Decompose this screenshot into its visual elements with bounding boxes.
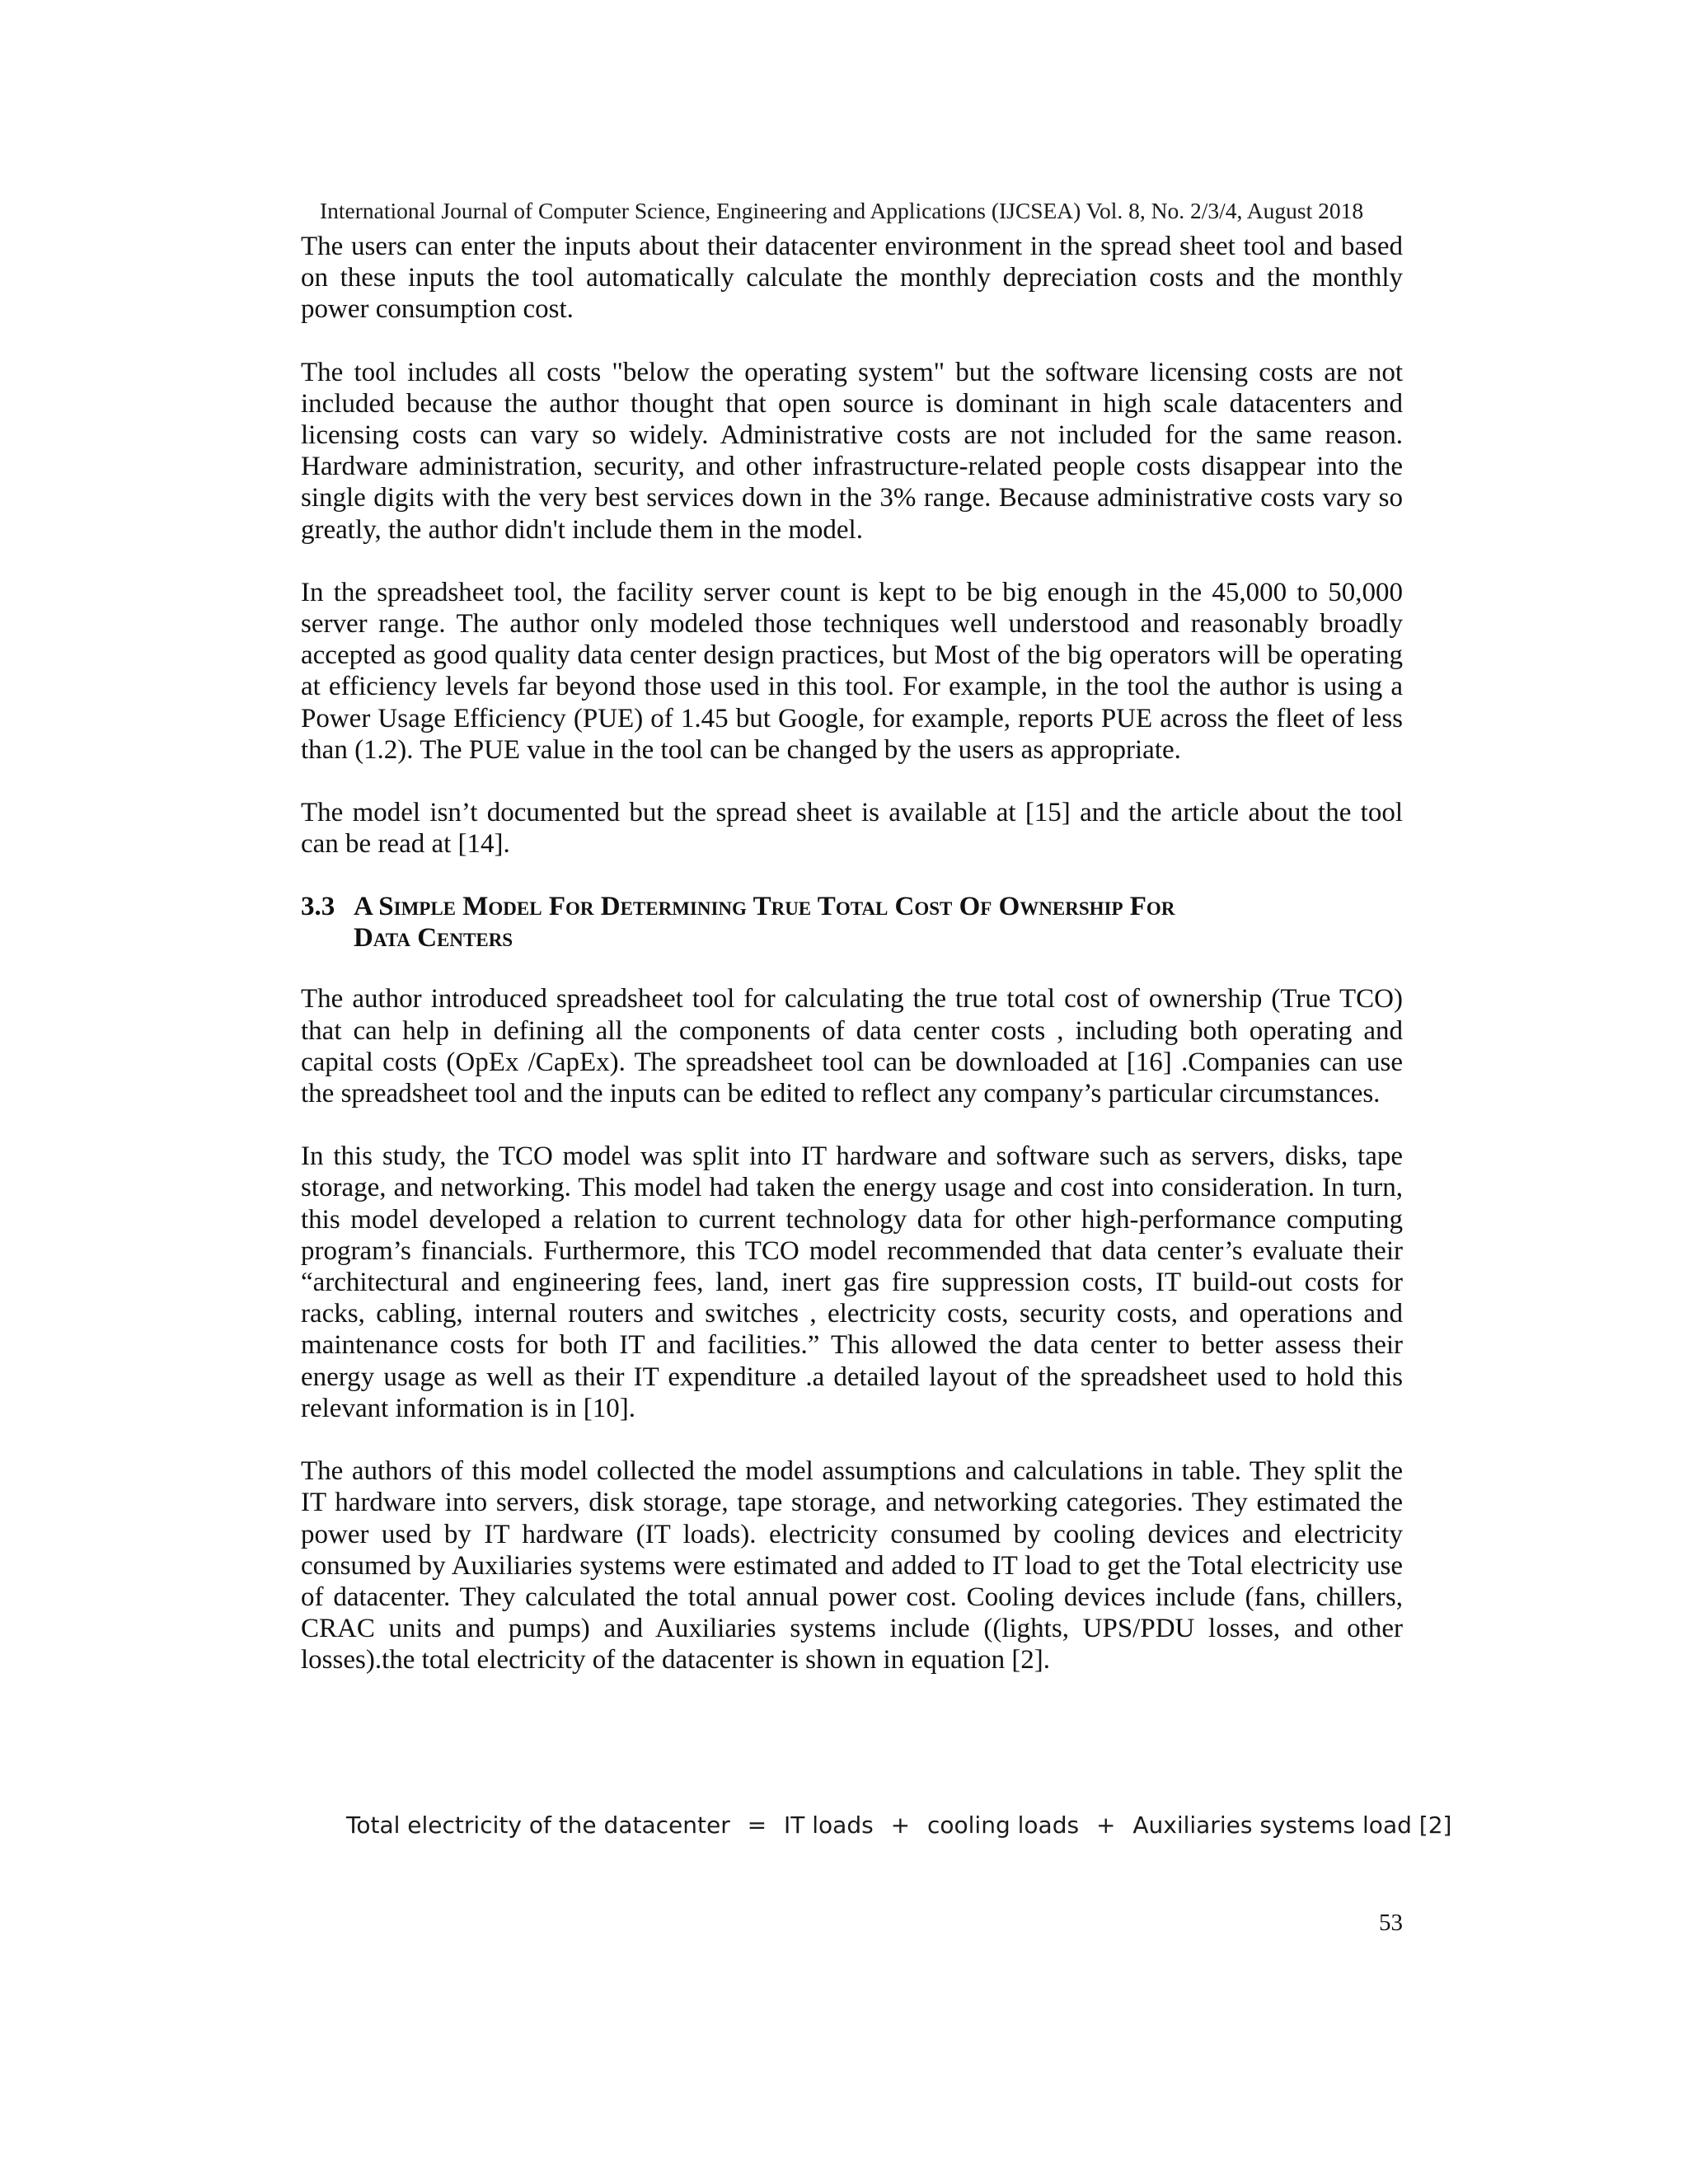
equation-label: [2]: [1418, 1811, 1452, 1839]
section-title-line1: A Simple Model For Determining True Total Cost Of Ownership For: [354, 892, 1175, 922]
body-column: [301, 231, 1403, 1708]
paragraph-model-assumptions: The authors of this model collected the model assumptions and calculations in table. They split the IT hardware into servers, disk storage, tape storage, and networking categories. They estimated the power used by IT hardware (IT loads). electricity consumed by cooling devices and electricity consumed by Auxiliaries systems were estimated and added to IT load to get the Total electricity use of datacenter. They calculated the total annual power cost. Cooling devices include (fans, chillers, CRAC units and pumps) and Auxiliaries systems include ((lights, UPS/PDU losses, and other losses).the total electricity of the datacenter is shown in equation [2].: [301, 1456, 1403, 1675]
plus-sign: +: [1095, 1811, 1116, 1839]
paragraph-model-availability: The model isn’t documented but the spread sheet is available at [15] and the article about the tool can be read at [14].: [301, 798, 1403, 860]
paragraph-tco-study: In this study, the TCO model was split into IT hardware and software such as servers, disks, tape storage, and networking. This model had taken the energy usage and cost into consideration. In turn, this model developed a relation to current technology data for other high-performance computing program’s financials. Furthermore, this TCO model recommended that data center’s evaluate their “architectural and engineering fees, land, inert gas fire suppression costs, IT build-out costs for racks, cabling, internal routers and switches , electricity costs, security costs, and operations and maintenance costs for both IT and facilities.” This allowed the data center to better assess their energy usage as well as their IT expenditure .a detailed layout of the spreadsheet used to hold this relevant information is in [10].: [301, 1141, 1403, 1423]
paragraph-tool-inputs: The users can enter the inputs about their datacenter environment in the spread sheet tool and based on these inputs the tool automatically calculate the monthly depreciation costs and the monthly power consumption cost.: [301, 232, 1403, 325]
plus-sign: +: [890, 1811, 911, 1839]
paragraph-costs-included: The tool includes all costs "below the operating system" but the software licensing costs are not included because the author thought that open source is dominant in high scale datacenters and licensing costs can vary so widely. Administrative costs are not included for the same reason. Hardware administration, security, and other infrastructure-related people costs disappear into the single digits with the very best services down in the 3% range. Because administrative costs vary so greatly, the author didn't include them in the model.: [301, 357, 1403, 545]
section-number: 3.3: [301, 892, 335, 922]
section-heading: [301, 891, 1403, 954]
paragraph-true-tco-tool: The author introduced spreadsheet tool for calculating the true total cost of ownership (True TCO) that can help in defining all the components of data center costs , including both operating and capital costs (OpEx /CapEx). The spreadsheet tool can be downloaded at [16] .Companies can use the spreadsheet tool and the inputs can be edited to reflect any company’s particular circumstances.: [301, 984, 1403, 1109]
section-title-line2: Data Centers: [354, 923, 513, 954]
equation-2: [346, 1809, 1451, 1842]
equation-term-auxiliaries: Auxiliaries systems load: [1132, 1811, 1412, 1839]
equation-term-cooling-loads: cooling loads: [926, 1811, 1080, 1839]
page-number: 53: [1379, 1910, 1403, 1936]
equals-sign: =: [747, 1811, 767, 1839]
equation-lhs: Total electricity of the datacenter: [346, 1811, 730, 1839]
paragraph-server-count: In the spreadsheet tool, the facility server count is kept to be big enough in the 45,000 to 50,000 server range. The author only modeled those techniques well understood and reasonably broadly accepted as good quality data center design practices, but Most of the big operators will be operating at efficiency levels far beyond those used in this tool. For example, in the tool the author is using a Power Usage Efficiency (PUE) of 1.45 but Google, for example, reports PUE across the fleet of less than (1.2). The PUE value in the tool can be changed by the users as appropriate.: [301, 577, 1403, 765]
equation-term-it-loads: IT loads: [784, 1811, 874, 1839]
running-header: International Journal of Computer Science, Engineering and Applications (IJCSEA) Vol. 8, No. 2/3/4, August 2018: [320, 198, 1364, 223]
